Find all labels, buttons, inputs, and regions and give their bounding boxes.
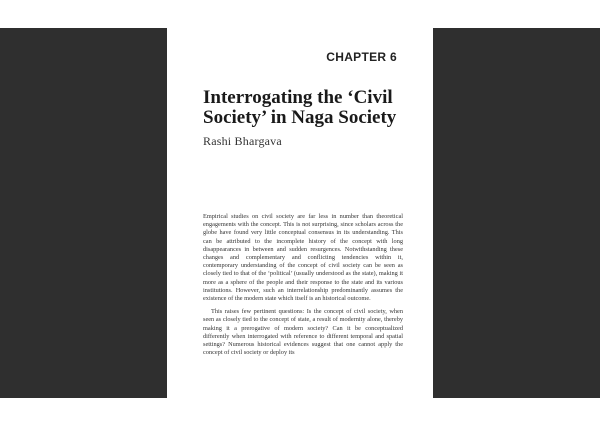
document-viewer[interactable] xyxy=(0,28,600,398)
chapter-label: CHAPTER 6 xyxy=(326,50,397,64)
document-page xyxy=(167,28,433,398)
paragraph-2: This raises few pertinent questions: Is the concept of civil society, when seen as closely tied to the concept of state, a result of modernity alone, thereby making it a prerogative of modern society? Can it be conceptualized differently when interrogated with reference to different temporal and spatial settings? Numerous historical evidences suggest that one cannot apply the concept of civil society or deploy its xyxy=(203,308,403,357)
author-name: Rashi Bhargava xyxy=(203,134,282,148)
top-margin xyxy=(0,0,600,28)
chapter-title xyxy=(203,88,413,128)
title-line-2: Society’ in Naga Society xyxy=(203,107,397,128)
title-line-1: Interrogating the ‘Civil xyxy=(203,87,393,108)
bottom-margin xyxy=(0,398,600,424)
paragraph-1: Empirical studies on civil society are far less in number than theoretical engagements with the concept. This is not surprising, since scholars across the globe have found very little conceptual consensus in its understanding. This can be attributed to the incomplete history of the concept with long disappearances in between and sudden resurgences. Notwithstanding these changes and complementary and conflicting tendencies within it, contemporary understanding of the concept of civil society can be seen as closely tied to that of the ‘political’ (usually understood as the state), making it more as a sphere of the people and their response to the state and its various institutions. However, such an interrelationship predominantly assumes the existence of the modern state which itself is an historical outcome. xyxy=(203,213,403,303)
body-text xyxy=(203,213,403,362)
